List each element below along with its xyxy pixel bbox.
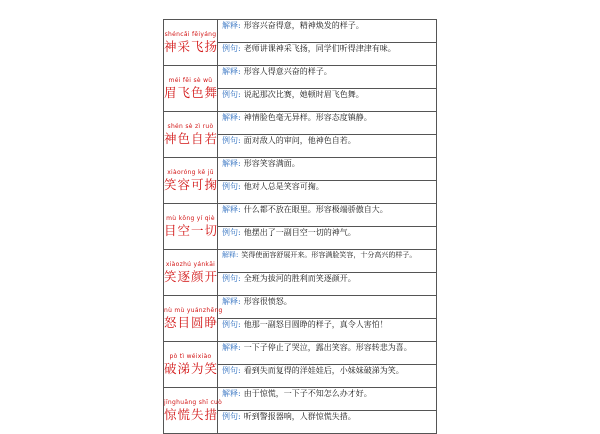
explanation-text: 形容很愤怒。 [243, 297, 292, 306]
explanation-cell [218, 250, 437, 273]
idiom-word: 惊慌失措 [164, 407, 219, 422]
idiom-row-explanation [164, 66, 437, 89]
explanation-label: 解释: [222, 389, 241, 398]
example-text: 面对敌人的审问，他神色自若。 [243, 136, 356, 145]
explanation-text: 形容人得意兴奋的样子。 [243, 67, 332, 76]
idiom-row-explanation [164, 20, 437, 43]
example-cell [218, 135, 437, 158]
example-label: 例句: [222, 228, 241, 237]
idiom-pinyin: méi fēi sè wǔ [168, 77, 213, 84]
explanation-text: 神情脸色毫无异样。形容态度镇静。 [243, 113, 372, 122]
example-text: 全班为拔河的胜利而笑逐颜开。 [243, 274, 356, 283]
idiom-pinyin: shén sè zì ruò [167, 123, 214, 130]
idiom-row-explanation [164, 112, 437, 135]
idiom-pinyin: shénсǎi fēiyáng [164, 31, 217, 38]
idiom-cell [164, 296, 223, 342]
idiom-word: 笑逐颜开 [164, 269, 219, 284]
idiom-table [163, 19, 437, 434]
example-cell [218, 273, 437, 296]
example-label: 例句: [222, 320, 241, 329]
idiom-word: 神色自若 [164, 131, 219, 146]
example-cell [218, 365, 437, 388]
idiom-word: 神采飞扬 [164, 39, 219, 54]
idiom-word: 笑容可掬 [164, 177, 219, 192]
idiom-word: 破涕为笑 [164, 361, 219, 376]
idiom-word: 目空一切 [164, 223, 219, 238]
example-label: 例句: [222, 412, 241, 421]
idiom-row-explanation [164, 250, 437, 273]
example-text: 听到警报器响，人群惊慌失措。 [243, 412, 356, 421]
example-text: 他对人总是笑容可掬。 [243, 182, 324, 191]
idiom-sheet [163, 19, 436, 422]
explanation-text: 一下子停止了哭泣，露出笑容。形容转悲为喜。 [243, 343, 412, 352]
example-label: 例句: [222, 136, 241, 145]
idiom-row-explanation [164, 158, 437, 181]
idiom-row-explanation [164, 388, 437, 411]
example-label: 例句: [222, 44, 241, 53]
idiom-word: 眉飞色舞 [164, 85, 219, 100]
explanation-cell [218, 112, 437, 135]
example-label: 例句: [222, 182, 241, 191]
idiom-cell [164, 112, 218, 158]
explanation-cell [218, 204, 437, 227]
explanation-label: 解释: [222, 113, 241, 122]
idiom-pinyin: jīnghuāng shī cuò [164, 399, 223, 406]
explanation-text: 笑得使面容舒展开来。形容满脸笑容，十分高兴的样子。 [241, 251, 417, 259]
explanation-cell [218, 66, 437, 89]
idiom-cell [164, 342, 218, 388]
idiom-cell [164, 204, 218, 250]
explanation-text: 什么都不放在眼里。形容极端骄傲自大。 [243, 205, 388, 214]
idiom-row-explanation [164, 296, 437, 319]
idiom-cell [164, 158, 218, 204]
idiom-cell [164, 66, 218, 112]
idiom-pinyin: mù kōng yí qiè [166, 215, 215, 222]
example-cell [218, 227, 437, 250]
example-cell [218, 319, 437, 342]
idiom-pinyin: xiàoróng kě jū [167, 169, 214, 176]
explanation-text: 形容笑容满面。 [243, 159, 300, 168]
example-text: 说起那次比赛，她顿时眉飞色舞。 [243, 90, 364, 99]
example-cell [218, 181, 437, 204]
explanation-cell [218, 296, 437, 319]
idiom-cell [164, 250, 218, 296]
idiom-word: 怒目圆睁 [164, 315, 219, 330]
explanation-label: 解释: [222, 205, 241, 214]
explanation-cell [218, 158, 437, 181]
example-label: 例句: [222, 366, 241, 375]
idiom-row-explanation [164, 204, 437, 227]
example-cell [218, 411, 437, 434]
idiom-pinyin: xiàozhú yánkāi [165, 261, 216, 268]
example-text: 他那一副怒目圆睁的样子，真令人害怕！ [243, 320, 388, 329]
explanation-cell [218, 388, 437, 411]
explanation-text: 由于惊慌，一下子不知怎么办才好。 [243, 389, 372, 398]
example-text: 看到失而复得的洋娃娃后，小妹妹破涕为笑。 [243, 366, 404, 375]
explanation-label: 解释: [222, 159, 241, 168]
explanation-label: 解释: [222, 21, 241, 30]
example-label: 例句: [222, 274, 241, 283]
explanation-label: 解释: [222, 251, 239, 259]
idiom-pinyin: nù mù yuánzhēng [164, 307, 223, 314]
example-cell [218, 89, 437, 112]
idiom-row-explanation [164, 342, 437, 365]
example-text: 老师讲课神采飞扬，同学们听得津津有味。 [243, 44, 396, 53]
explanation-label: 解释: [222, 67, 241, 76]
example-label: 例句: [222, 90, 241, 99]
example-cell [218, 43, 437, 66]
idiom-cell [164, 20, 218, 66]
idiom-pinyin: pò tì wéixiào [169, 353, 212, 360]
explanation-label: 解释: [222, 297, 241, 306]
explanation-text: 形容兴奋得意，精神焕发的样子。 [243, 21, 364, 30]
explanation-cell [218, 20, 437, 43]
explanation-label: 解释: [222, 343, 241, 352]
explanation-cell [218, 342, 437, 365]
example-text: 他摆出了一副目空一切的神气。 [243, 228, 356, 237]
idiom-cell [164, 388, 223, 434]
